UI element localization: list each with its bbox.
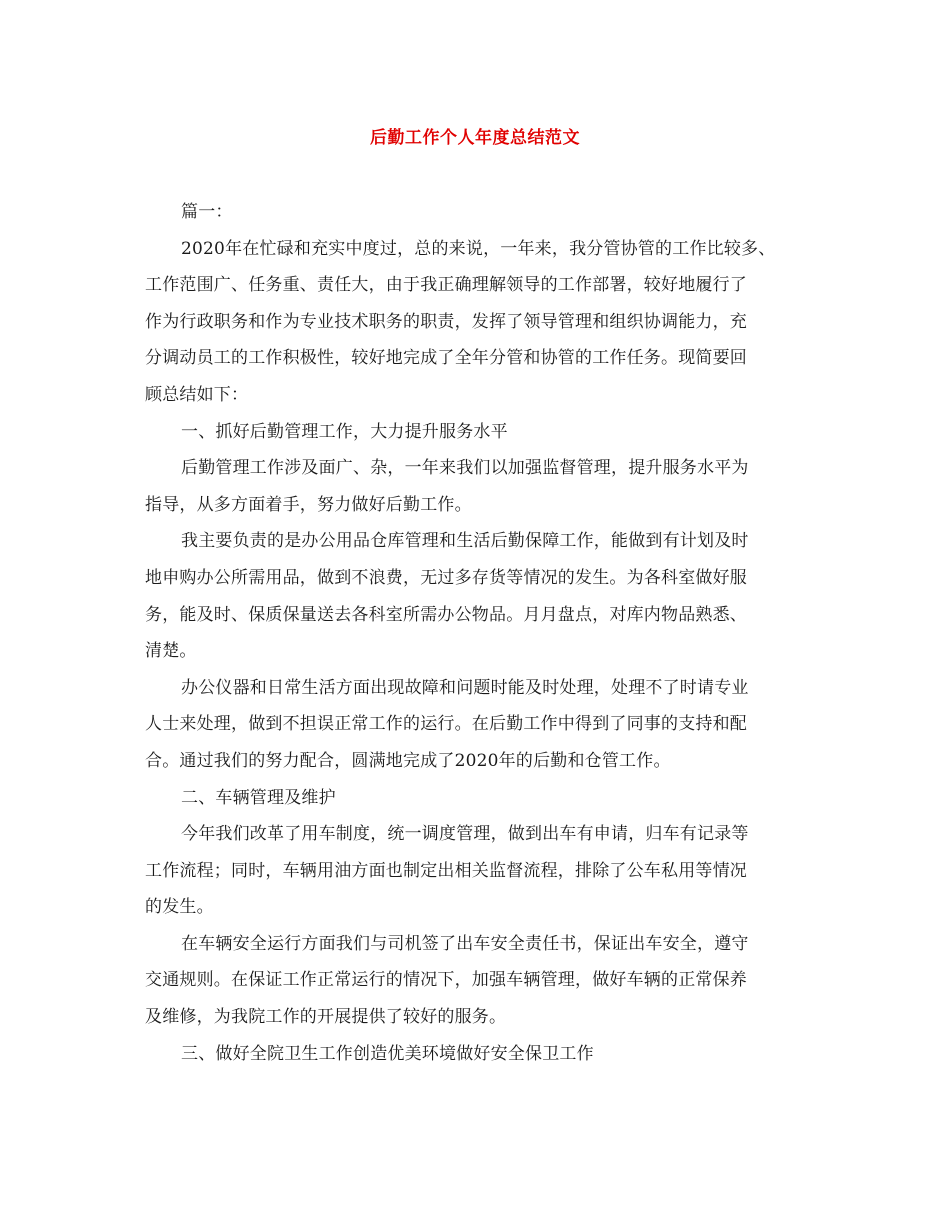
- text-line: 工作流程；同时，车辆用油方面也制定出相关监督流程，排除了公车私用等情况: [145, 860, 747, 881]
- text-line: 交通规则。在保证工作正常运行的情况下，加强车辆管理，做好车辆的正常保养: [145, 970, 747, 991]
- text-line: 2020年在忙碌和充实中度过，总的来说，一年来，我分管协管的工作比较多、: [181, 238, 776, 259]
- text-line: 篇一：: [181, 202, 233, 222]
- text-line: 及维修，为我院工作的开展提供了较好的服务。: [145, 1007, 507, 1028]
- text-line: 务，能及时、保质保量送去各科室所需办公物品。月月盘点，对库内物品熟悉、: [145, 604, 747, 625]
- text-line: 顾总结如下：: [145, 384, 249, 405]
- text-line: 合。通过我们的努力配合，圆满地完成了2020年的后勤和仓管工作。: [145, 750, 671, 771]
- text-line: 人士来处理，做到不担误正常工作的运行。在后勤工作中得到了同事的支持和配: [145, 714, 747, 735]
- text-line: 清楚。: [145, 641, 197, 662]
- text-line: 办公仪器和日常生活方面出现故障和问题时能及时处理，处理不了时请专业: [181, 677, 749, 698]
- text-line: 工作范围广、任务重、责任大，由于我正确理解领导的工作部署，较好地履行了: [145, 275, 747, 296]
- text-line: 在车辆安全运行方面我们与司机签了出车安全责任书，保证出车安全，遵守: [181, 933, 749, 954]
- text-line: 的发生。: [145, 897, 214, 918]
- text-line: 地申购办公所需用品，做到不浪费，无过多存货等情况的发生。为各科室做好服: [145, 567, 747, 588]
- text-line: 作为行政职务和作为专业技术职务的职责，发挥了领导管理和组织协调能力，充: [145, 311, 747, 332]
- text-line: 一、抓好后勤管理工作，大力提升服务水平: [181, 421, 508, 442]
- document-body: [145, 194, 805, 1072]
- text-line: 分调动员工的工作积极性，较好地完成了全年分管和协管的工作任务。现简要回: [145, 348, 747, 369]
- text-line: 后勤管理工作涉及面广、杂，一年来我们以加强监督管理，提升服务水平为: [181, 458, 749, 479]
- text-line: 二、车辆管理及维护: [181, 787, 336, 808]
- text-line: 三、做好全院卫生工作创造优美环境做好安全保卫工作: [181, 1043, 594, 1064]
- document-title: 后勤工作个人年度总结范文: [370, 128, 580, 148]
- text-line: 今年我们改革了用车制度，统一调度管理，做到出车有申请，归车有记录等: [181, 824, 749, 845]
- text-line: 指导，从多方面着手，努力做好后勤工作。: [145, 494, 472, 515]
- text-line: 我主要负责的是办公用品仓库管理和生活后勤保障工作，能做到有计划及时: [181, 531, 749, 552]
